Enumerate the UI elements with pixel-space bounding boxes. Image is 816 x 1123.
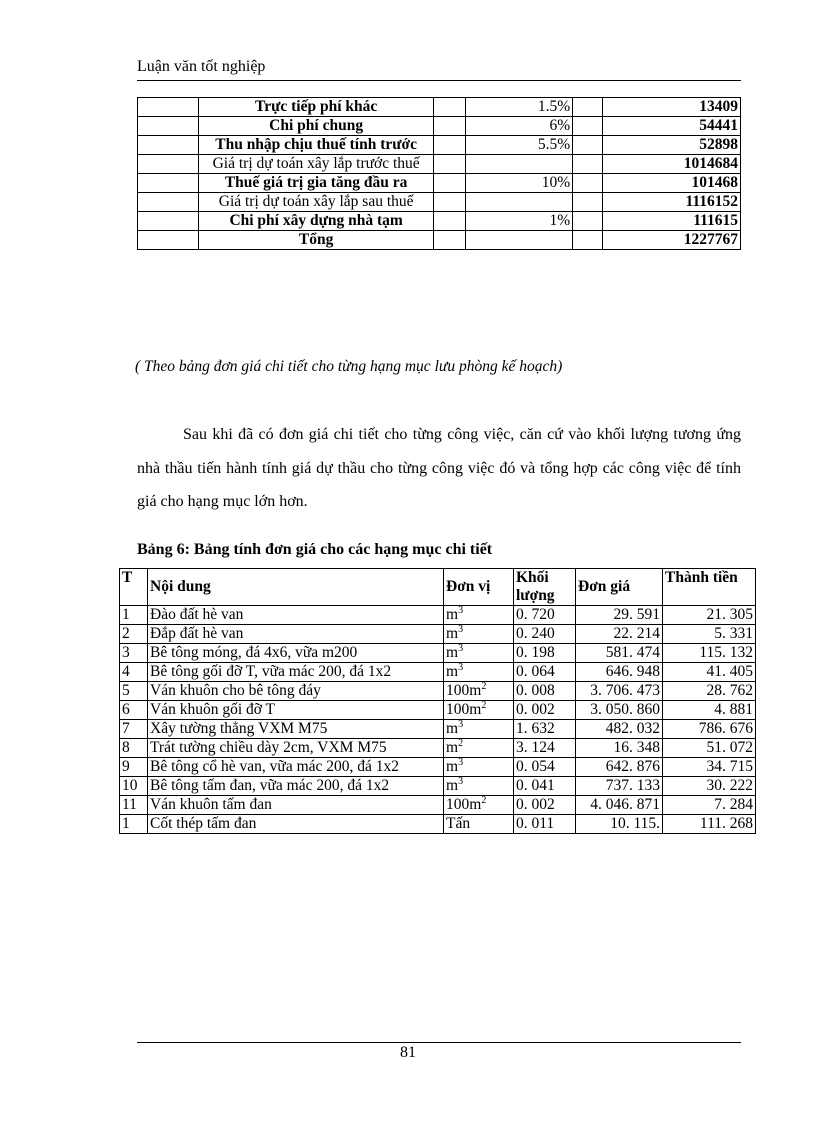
table-row — [120, 815, 756, 834]
cost-row-spacer — [573, 174, 603, 193]
cost-row-spacer — [573, 212, 603, 231]
cost-row-spacer-left — [138, 98, 199, 117]
cost-row-amount: 1227767 — [603, 231, 741, 250]
cost-row-rate: 5.5% — [466, 136, 573, 155]
row-content: Bê tông tấm đan, vữa mác 200, đá 1x2 — [148, 777, 444, 796]
row-price: 3. 050. 860 — [576, 701, 663, 720]
cost-row-spacer — [573, 117, 603, 136]
row-quantity: 0. 002 — [514, 796, 576, 815]
row-unit-exponent: 3 — [458, 756, 464, 768]
row-total: 21. 305 — [663, 606, 756, 625]
footer-rule — [137, 1042, 741, 1043]
row-price: 22. 214 — [576, 625, 663, 644]
row-price: 646. 948 — [576, 663, 663, 682]
row-content: Bê tông móng, đá 4x6, vữa m200 — [148, 644, 444, 663]
row-unit-base: m — [446, 720, 459, 737]
row-unit-base: 100m — [446, 796, 482, 813]
cost-row-spacer — [573, 193, 603, 212]
cost-row-label: Chi phí xây dựng nhà tạm — [198, 212, 434, 231]
cost-row-spacer — [434, 117, 466, 136]
cost-row-spacer — [434, 98, 466, 117]
row-unit-exponent: 2 — [481, 794, 487, 806]
row-unit-base: m — [446, 777, 459, 794]
table-row — [120, 682, 756, 701]
table-row — [120, 720, 756, 739]
header-content: Nội dung — [148, 569, 444, 606]
header-quantity: Khối lượng — [514, 569, 576, 606]
table-row — [120, 644, 756, 663]
row-content: Ván khuôn tấm đan — [148, 796, 444, 815]
cost-row-spacer — [434, 136, 466, 155]
cost-row-amount: 54441 — [603, 117, 741, 136]
cost-row-label: Thu nhập chịu thuế tính trước — [198, 136, 434, 155]
row-content: Xây tường thẳng VXM M75 — [148, 720, 444, 739]
row-unit-exponent: 2 — [481, 680, 487, 692]
body-paragraph: Sau khi đã có đơn giá chi tiết cho từng công việc, căn cứ vào khối lượng tương ứng nhà thầu tiến hành tính giá dự thầu cho từng công việc đó và tổng hợp các công việc để tính giá cho hạng mục lớn hơn. — [137, 426, 741, 510]
row-stt: 10 — [120, 777, 148, 796]
row-unit-base: 100m — [446, 701, 482, 718]
row-unit-exponent: 3 — [458, 718, 464, 730]
row-unit — [444, 625, 514, 644]
cost-row — [138, 231, 741, 250]
cost-row-label: Giá trị dự toán xây lắp trước thuế — [198, 155, 434, 174]
row-stt: 8 — [120, 739, 148, 758]
row-stt: 6 — [120, 701, 148, 720]
cost-row-spacer — [434, 231, 466, 250]
cost-row-spacer-left — [138, 155, 199, 174]
row-total: 51. 072 — [663, 739, 756, 758]
row-quantity: 0. 011 — [514, 815, 576, 834]
row-unit-base: m — [446, 625, 459, 642]
row-unit-exponent: 3 — [458, 623, 464, 635]
cost-row-spacer — [434, 193, 466, 212]
row-price: 10. 115. — [576, 815, 663, 834]
cost-row-rate — [466, 231, 573, 250]
row-total: 5. 331 — [663, 625, 756, 644]
header-total: Thành tiền — [663, 569, 756, 606]
row-unit-exponent: 3 — [458, 604, 464, 616]
row-quantity: 0. 198 — [514, 644, 576, 663]
row-total: 4. 881 — [663, 701, 756, 720]
page-header-title: Luận văn tốt nghiệp — [137, 58, 266, 75]
cost-row-spacer — [434, 212, 466, 231]
row-unit — [444, 758, 514, 777]
row-quantity: 0. 041 — [514, 777, 576, 796]
table-row — [120, 606, 756, 625]
row-total: 34. 715 — [663, 758, 756, 777]
row-total: 115. 132 — [663, 644, 756, 663]
row-unit — [444, 663, 514, 682]
row-unit-exponent: 3 — [458, 661, 464, 673]
cost-row — [138, 212, 741, 231]
table-row — [120, 663, 756, 682]
cost-row-spacer — [434, 174, 466, 193]
cost-row-label: Thuế giá trị gia tăng đầu ra — [198, 174, 434, 193]
cost-row-rate: 1% — [466, 212, 573, 231]
row-price: 642. 876 — [576, 758, 663, 777]
page-number: 81 — [400, 1044, 416, 1061]
table-row — [120, 758, 756, 777]
row-stt: 2 — [120, 625, 148, 644]
row-unit-exponent: 3 — [458, 642, 464, 654]
table-row — [120, 625, 756, 644]
row-unit — [444, 739, 514, 758]
row-unit-base: m — [446, 758, 459, 775]
cost-row-spacer-left — [138, 193, 199, 212]
cost-row-spacer — [573, 231, 603, 250]
row-quantity: 0. 054 — [514, 758, 576, 777]
row-content: Bê tông gối đỡ T, vữa mác 200, đá 1x2 — [148, 663, 444, 682]
row-stt: 7 — [120, 720, 148, 739]
row-quantity: 1. 632 — [514, 720, 576, 739]
cost-row-spacer — [573, 155, 603, 174]
cost-row-amount: 52898 — [603, 136, 741, 155]
cost-row-amount: 111615 — [603, 212, 741, 231]
cost-row-spacer-left — [138, 231, 199, 250]
row-price: 3. 706. 473 — [576, 682, 663, 701]
row-unit-exponent: 2 — [458, 737, 464, 749]
row-content: Cốt thép tấm đan — [148, 815, 444, 834]
cost-row-amount: 101468 — [603, 174, 741, 193]
row-quantity: 0. 720 — [514, 606, 576, 625]
row-unit-base: m — [446, 739, 459, 756]
row-price: 16. 348 — [576, 739, 663, 758]
row-price: 737. 133 — [576, 777, 663, 796]
row-total: 41. 405 — [663, 663, 756, 682]
row-total: 30. 222 — [663, 777, 756, 796]
row-stt: 5 — [120, 682, 148, 701]
source-note: ( Theo bảng đơn giá chi tiết cho từng hạng mục lưu phòng kế hoạch) — [135, 358, 563, 375]
row-quantity: 0. 240 — [514, 625, 576, 644]
row-stt: 3 — [120, 644, 148, 663]
unit-price-table — [119, 568, 756, 834]
table-row — [120, 701, 756, 720]
row-stt: 4 — [120, 663, 148, 682]
cost-row-spacer — [573, 136, 603, 155]
cost-row-spacer-left — [138, 174, 199, 193]
cost-row-label: Trực tiếp phí khác — [198, 98, 434, 117]
row-total: 28. 762 — [663, 682, 756, 701]
row-total: 786. 676 — [663, 720, 756, 739]
table-row — [120, 777, 756, 796]
cost-row-spacer-left — [138, 136, 199, 155]
table-row — [120, 796, 756, 815]
cost-row — [138, 193, 741, 212]
table-row — [120, 739, 756, 758]
cost-row-rate: 1.5% — [466, 98, 573, 117]
cost-row-spacer — [434, 155, 466, 174]
cost-row — [138, 155, 741, 174]
cost-row-label: Giá trị dự toán xây lắp sau thuế — [198, 193, 434, 212]
cost-row — [138, 117, 741, 136]
row-price: 4. 046. 871 — [576, 796, 663, 815]
row-stt: 1 — [120, 815, 148, 834]
cost-row-amount: 1014684 — [603, 155, 741, 174]
row-quantity: 0. 064 — [514, 663, 576, 682]
row-content: Đắp đất hè van — [148, 625, 444, 644]
cost-row — [138, 174, 741, 193]
row-unit-base: m — [446, 606, 459, 623]
row-content: Ván khuôn cho bê tông đáy — [148, 682, 444, 701]
row-content: Trát tường chiều dày 2cm, VXM M75 — [148, 739, 444, 758]
row-unit-base: m — [446, 644, 459, 661]
row-quantity: 3. 124 — [514, 739, 576, 758]
header-stt: T — [120, 569, 148, 606]
cost-row-rate: 10% — [466, 174, 573, 193]
table-header-row — [120, 569, 756, 606]
row-stt: 11 — [120, 796, 148, 815]
row-unit-exponent: 2 — [481, 699, 487, 711]
cost-row-rate — [466, 155, 573, 174]
row-content: Bê tông cổ hè van, vữa mác 200, đá 1x2 — [148, 758, 444, 777]
cost-row-label: Chi phí chung — [198, 117, 434, 136]
header-rule — [137, 80, 741, 81]
row-content: Đào đất hè van — [148, 606, 444, 625]
cost-row-rate: 6% — [466, 117, 573, 136]
cost-row-rate — [466, 193, 573, 212]
header-unit: Đơn vị — [444, 569, 514, 606]
row-quantity: 0. 002 — [514, 701, 576, 720]
row-total: 111. 268 — [663, 815, 756, 834]
row-stt: 9 — [120, 758, 148, 777]
row-unit — [444, 796, 514, 815]
cost-row-amount: 1116152 — [603, 193, 741, 212]
cost-row-spacer — [573, 98, 603, 117]
row-unit — [444, 606, 514, 625]
row-unit — [444, 682, 514, 701]
row-unit — [444, 701, 514, 720]
row-unit-exponent: 3 — [458, 775, 464, 787]
cost-row-amount: 13409 — [603, 98, 741, 117]
cost-row-spacer-left — [138, 212, 199, 231]
row-price: 482. 032 — [576, 720, 663, 739]
header-price: Đơn giá — [576, 569, 663, 606]
row-unit-base: 100m — [446, 682, 482, 699]
row-content: Ván khuôn gối đỡ T — [148, 701, 444, 720]
row-price: 29. 591 — [576, 606, 663, 625]
cost-row-spacer-left — [138, 117, 199, 136]
row-unit — [444, 815, 514, 834]
cost-row-label: Tổng — [198, 231, 434, 250]
row-unit-base: m — [446, 663, 459, 680]
row-stt: 1 — [120, 606, 148, 625]
cost-summary-table — [137, 97, 741, 250]
row-unit — [444, 777, 514, 796]
row-unit — [444, 720, 514, 739]
row-quantity: 0. 008 — [514, 682, 576, 701]
row-unit-base: Tấn — [446, 815, 471, 832]
row-total: 7. 284 — [663, 796, 756, 815]
row-unit — [444, 644, 514, 663]
table-6-title: Bảng 6: Bảng tính đơn giá cho các hạng mục chi tiết — [137, 541, 493, 558]
row-price: 581. 474 — [576, 644, 663, 663]
cost-row — [138, 136, 741, 155]
cost-row — [138, 98, 741, 117]
